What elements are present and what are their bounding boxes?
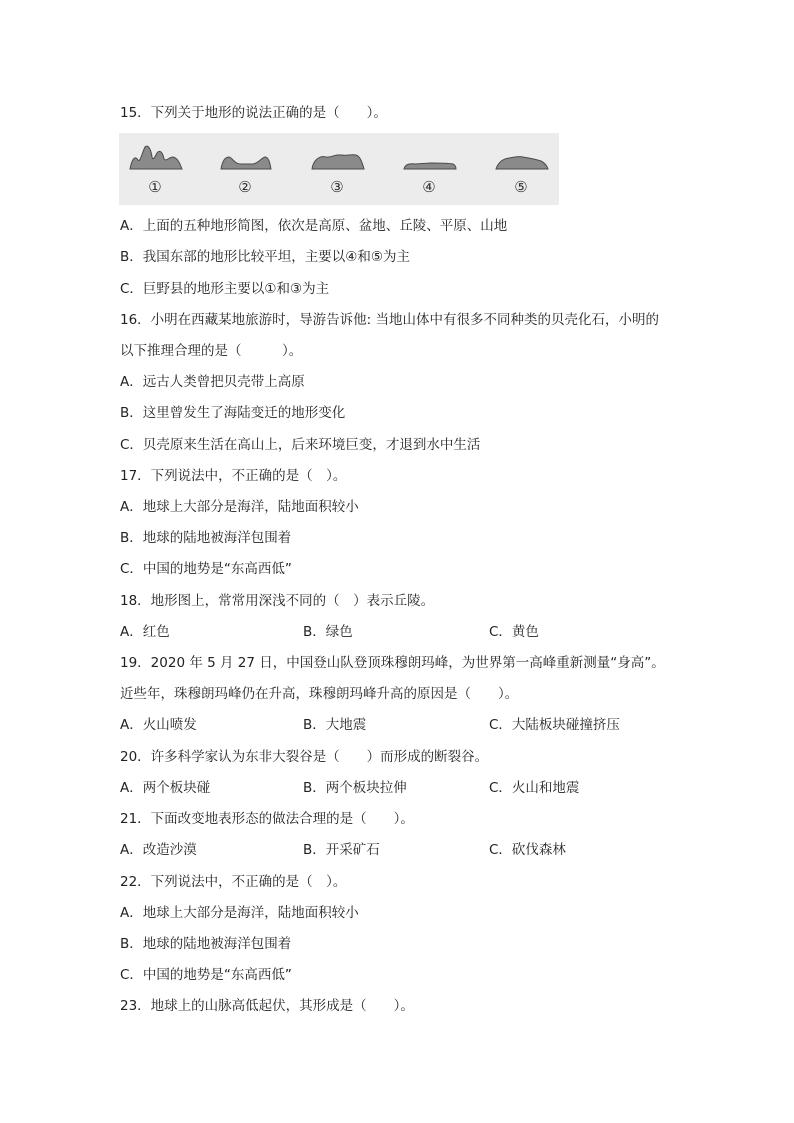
figure-label-4: ④ [422, 178, 436, 196]
question-16-option-b: B．这里曾发生了海陆变迁的地形变化 [120, 405, 346, 421]
question-19-stem-line-2: 近些年，珠穆朗玛峰仍在升高，珠穆朗玛峰升高的原因是（ ）。 [120, 686, 519, 702]
question-19-option-c: C．大陆板块碰撞挤压 [489, 717, 620, 733]
question-18-option-c: C．黄色 [489, 624, 539, 640]
figure-label-2: ② [238, 178, 252, 196]
question-15-option-c: C．巨野县的地形主要以①和③为主 [120, 281, 330, 297]
question-20-option-c: C．火山和地震 [489, 780, 580, 796]
question-17-option-a: A．地球上大部分是海洋，陆地面积较小 [120, 499, 359, 515]
question-17-option-c: C．中国的地势是“东高西低” [120, 561, 292, 577]
question-22-option-b: B．地球的陆地被海洋包围着 [120, 936, 292, 952]
question-15-option-a: A．上面的五种地形简图，依次是高原、盆地、丘陵、平原、山地 [120, 218, 508, 234]
question-16-stem-line-1: 16．小明在西藏某地旅游时，导游告诉他: 当地山体中有很多不同种类的贝壳化石，小明的 [120, 312, 660, 328]
mountain-icon [129, 145, 183, 171]
question-19-option-b: B．大地震 [303, 717, 367, 733]
basin-icon [219, 145, 273, 171]
question-15-option-b: B．我国东部的地形比较平坦，主要以④和⑤为主 [120, 249, 410, 265]
question-22-option-c: C．中国的地势是“东高西低” [120, 967, 292, 983]
figure-label-3: ③ [330, 178, 344, 196]
question-20-option-a: A．两个板块碰 [120, 780, 211, 796]
question-16-stem-line-2: 以下推理合理的是（ ）。 [120, 343, 303, 359]
question-17-option-b: B．地球的陆地被海洋包围着 [120, 530, 292, 546]
landform-figure [119, 133, 559, 205]
figure-label-5: ⑤ [514, 178, 528, 196]
question-19-stem-line-1: 19．2020 年 5 月 27 日，中国登山队登顶珠穆朗玛峰，为世界第一高峰重新测量“身高”。 [120, 655, 665, 671]
plateau-icon [495, 145, 549, 171]
question-16-option-c: C．贝壳原来生活在高山上，后来环境巨变，才退到水中生活 [120, 437, 481, 453]
plain-icon [403, 145, 457, 171]
hill-icon [311, 145, 365, 171]
question-20-option-b: B．两个板块拉伸 [303, 780, 407, 796]
question-20-stem: 20．许多科学家认为东非大裂谷是（ ）而形成的断裂谷。 [120, 749, 489, 765]
question-18-option-a: A．红色 [120, 624, 170, 640]
question-21-option-b: B．开采矿石 [303, 842, 380, 858]
question-16-option-a: A．远古人类曾把贝壳带上高原 [120, 374, 305, 390]
question-18-stem: 18．地形图上，常常用深浅不同的（ ）表示丘陵。 [120, 593, 435, 609]
figure-label-1: ① [148, 178, 162, 196]
question-19-option-a: A．火山喷发 [120, 717, 197, 733]
question-18-option-b: B．绿色 [303, 624, 353, 640]
question-22-stem: 22．下列说法中，不正确的是（ ）。 [120, 874, 347, 890]
question-21-option-a: A．改造沙漠 [120, 842, 197, 858]
question-21-stem: 21．下面改变地表形态的做法合理的是（ ）。 [120, 811, 414, 827]
question-23-stem: 23．地球上的山脉高低起伏，其形成是（ ）。 [120, 998, 414, 1014]
question-21-option-c: C．砍伐森林 [489, 842, 566, 858]
question-17-stem: 17．下列说法中，不正确的是（ ）。 [120, 468, 347, 484]
question-15-stem: 15．下列关于地形的说法正确的是（ ）。 [120, 105, 387, 121]
question-22-option-a: A．地球上大部分是海洋，陆地面积较小 [120, 905, 359, 921]
